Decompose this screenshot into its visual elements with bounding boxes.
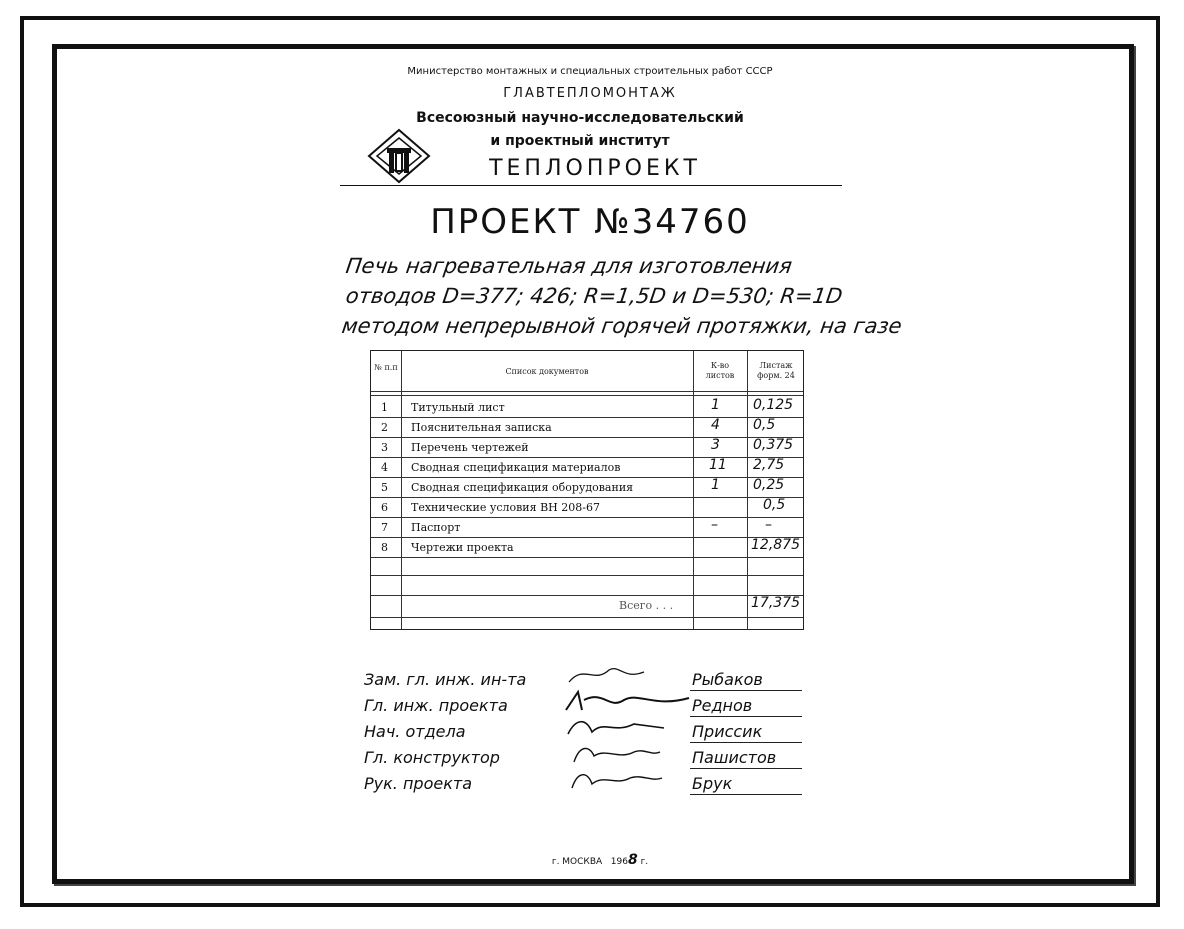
row-8-format: 12,875 (751, 537, 800, 553)
institute-line-1: Всесоюзный научно-исследовательский (416, 110, 744, 126)
row-8-name: Чертежи проекта (411, 541, 514, 554)
row-3-count: 3 (711, 437, 720, 453)
total-label: Всего . . . (619, 599, 674, 612)
row-4-name: Сводная спецификация материалов (411, 461, 621, 474)
row-3-num: 3 (381, 441, 388, 454)
signature-role: Гл. инж. проекта (364, 696, 508, 715)
row-3-name: Перечень чертежей (411, 441, 529, 454)
handwritten-signature-icon (564, 766, 674, 792)
header-count: К-во листов (705, 361, 735, 380)
handwritten-signature-icon (564, 740, 674, 766)
project-number-title: ПРОЕКТ №34760 (430, 202, 750, 242)
institute-logo-icon (367, 128, 431, 184)
signature-role: Рук. проекта (364, 774, 472, 793)
row-5-num: 5 (381, 481, 388, 494)
row-6-name: Технические условия ВН 208-67 (411, 501, 600, 514)
row-1-num: 1 (381, 401, 388, 414)
row-2-name: Пояснительная записка (411, 421, 552, 434)
project-description-line-3: методом непрерывной горячей протяжки, на газе (340, 314, 904, 338)
institute-line-2: и проектный институт (490, 133, 670, 149)
row-4-num: 4 (381, 461, 388, 474)
row-1-name: Титульный лист (411, 401, 505, 414)
row-5-format: 0,25 (753, 477, 785, 493)
footer-year-digit: 8 (627, 852, 638, 868)
row-5-count: 1 (711, 477, 720, 493)
signature-name: Брук (692, 774, 733, 793)
header-name: Список документов (505, 367, 589, 376)
handwritten-signature-icon (564, 714, 674, 740)
header-divider (340, 185, 842, 186)
signature-name: Пашистов (692, 748, 777, 767)
signature-role: Нач. отдела (364, 722, 466, 741)
row-6-num: 6 (381, 501, 388, 514)
project-description-line-1: Печь нагревательная для изготовления (344, 254, 794, 278)
footer-year-suffix: г. (640, 857, 649, 867)
row-1-format: 0,125 (753, 397, 794, 413)
signature-name: Приссик (692, 722, 763, 741)
row-4-count: 11 (709, 457, 727, 473)
ministry-line: Министерство монтажных и специальных строительных работ СССР (407, 66, 773, 77)
glavk-line: ГЛАВТЕПЛОМОНТАЖ (503, 86, 677, 101)
row-8-num: 8 (381, 541, 388, 554)
signature-role: Зам. гл. инж. ин-та (364, 670, 527, 689)
handwritten-signature-icon (564, 662, 674, 688)
footer-year-prefix: 196 (610, 857, 628, 867)
footer-city: г. МОСКВА (551, 857, 603, 867)
row-5-name: Сводная спецификация оборудования (411, 481, 634, 494)
row-4-format: 2,75 (753, 457, 785, 473)
row-2-num: 2 (381, 421, 388, 434)
header-num: № п.п (374, 363, 398, 372)
header-format: Листаж форм. 24 (757, 361, 795, 380)
signature-name: Реднов (692, 696, 753, 715)
handwritten-signature-icon (564, 688, 694, 714)
total-value: 17,375 (751, 595, 800, 611)
row-1-count: 1 (711, 397, 720, 413)
row-2-format: 0,5 (753, 417, 776, 433)
signatures-block (364, 670, 814, 800)
signature-name: Рыбаков (692, 670, 763, 689)
institute-name: ТЕПЛОПРОЕКТ (489, 156, 701, 181)
row-3-format: 0,375 (753, 437, 794, 453)
row-2-count: 4 (711, 417, 720, 433)
row-7-format: – (765, 517, 772, 533)
documents-table (370, 350, 804, 630)
row-6-format: 0,5 (763, 497, 786, 513)
row-7-count: – (711, 517, 718, 533)
signature-role: Гл. конструктор (364, 748, 500, 767)
row-7-name: Паспорт (411, 521, 461, 534)
row-7-num: 7 (381, 521, 388, 534)
footer-city-year (520, 852, 680, 868)
project-description-line-2: отводов D=377; 426; R=1,5D и D=530; R=1D (344, 284, 844, 308)
signature-row (364, 774, 814, 796)
